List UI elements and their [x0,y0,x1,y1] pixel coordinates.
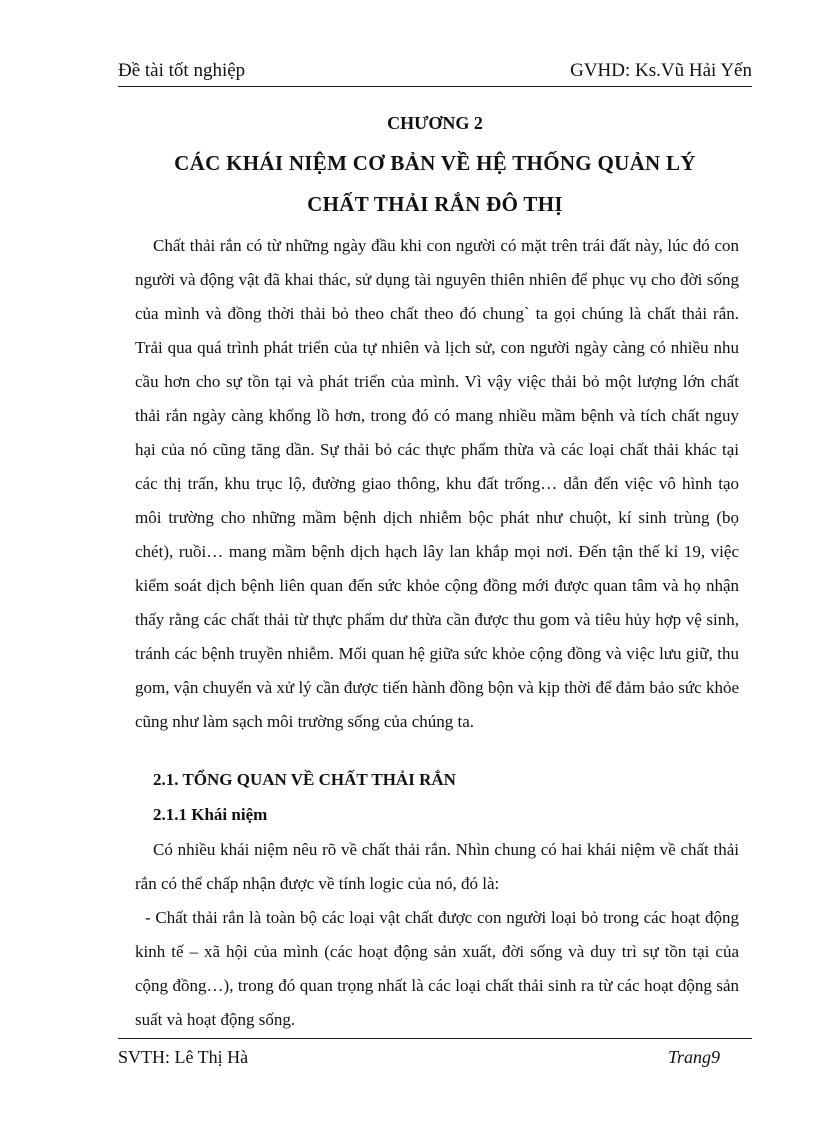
chapter-number: CHƯƠNG 2 [387,113,483,133]
footer-student: SVTH: Lê Thị Hà [118,1047,249,1067]
subsection-heading: 2.1.1 Khái niệm [153,805,268,824]
concept-paragraph: Có nhiều khái niệm nêu rõ về chất thải rắn. Nhìn chung có hai khái niệm về chất thải rắn có thể chấp nhận được về tính logic của nó, đó là: [135,840,739,893]
page-footer [118,1038,752,1073]
chapter-title-line-2: CHẤT THẢI RẮN ĐÔ THỊ [307,192,563,216]
header-thesis-label: Đề tài tốt nghiệp [118,60,246,81]
page-header [118,56,752,87]
section-heading: 2.1. TỔNG QUAN VỀ CHẤT THẢI RẮN [153,770,456,789]
footer-page-number: Trang9 [667,1047,720,1067]
intro-paragraph: Chất thải rắn có từ những ngày đầu khi con người có mặt trên trái đất này, lúc đó con người và động vật đã khai thác, sử dụng tài nguyên thiên nhiên để phục vụ cho đời sống của mình và đồng thời thải bỏ theo chất theo đó chung` ta gọi chúng là chất thải rắn. Trải qua quá trình phát triển của tự nhiên và lịch sử, con người ngày càng có nhiều nhu cầu hơn cho sự tồn tại và phát triển của mình. Vì vậy việc thải bỏ một lượng lớn chất thải rắn ngày càng khổng lồ hơn, trong đó có mang nhiều mầm bệnh và tích chất nguy hại của nó cũng tăng dần. Sự thải bỏ các thực phẩm thừa và các loại chất thải khác tại các thị trấn, khu trục lộ, đường giao thông, khu đất trống… dẫn đến việc vô hình tạo môi trường cho những mầm bệnh dịch nhiễm bộc phát như chuột, kí sinh trùng (bọ chét), ruồi… mang mầm bệnh dịch hạch lây lan khắp mọi nơi. Đến tận thế kỉ 19, việc kiểm soát dịch bệnh liên quan đến sức khỏe cộng đồng mới được quan tâm và họ nhận thấy rằng các chất thải từ thực phẩm dư thừa cần được thu gom và tiêu hủy hợp vệ sinh, tránh các bệnh truyền nhiễm. Mối quan hệ giữa sức khỏe cộng đồng và việc lưu giữ, thu gom, vận chuyển và xử lý cần được tiến hành đồng bộn và kịp thời để đảm bảo sức khỏe cũng như làm sạch môi trường sống của chúng ta. [135,236,739,731]
chapter-title-line-1: CÁC KHÁI NIỆM CƠ BẢN VỀ HỆ THỐNG QUẢN LÝ [174,151,696,175]
bullet-paragraph: - Chất thải rắn là toàn bộ các loại vật chất được con người loại bỏ trong các hoạt động kinh tế – xã hội của mình (các hoạt động sản xuất, đời sống và duy trì sự tồn tại của cộng đồng…), trong đó quan trọng nhất là các loại chất thải sinh ra từ các hoạt động sản suất và hoạt động sống. [135,908,739,1029]
header-advisor: GVHD: Ks.Vũ Hải Yến [570,60,752,81]
